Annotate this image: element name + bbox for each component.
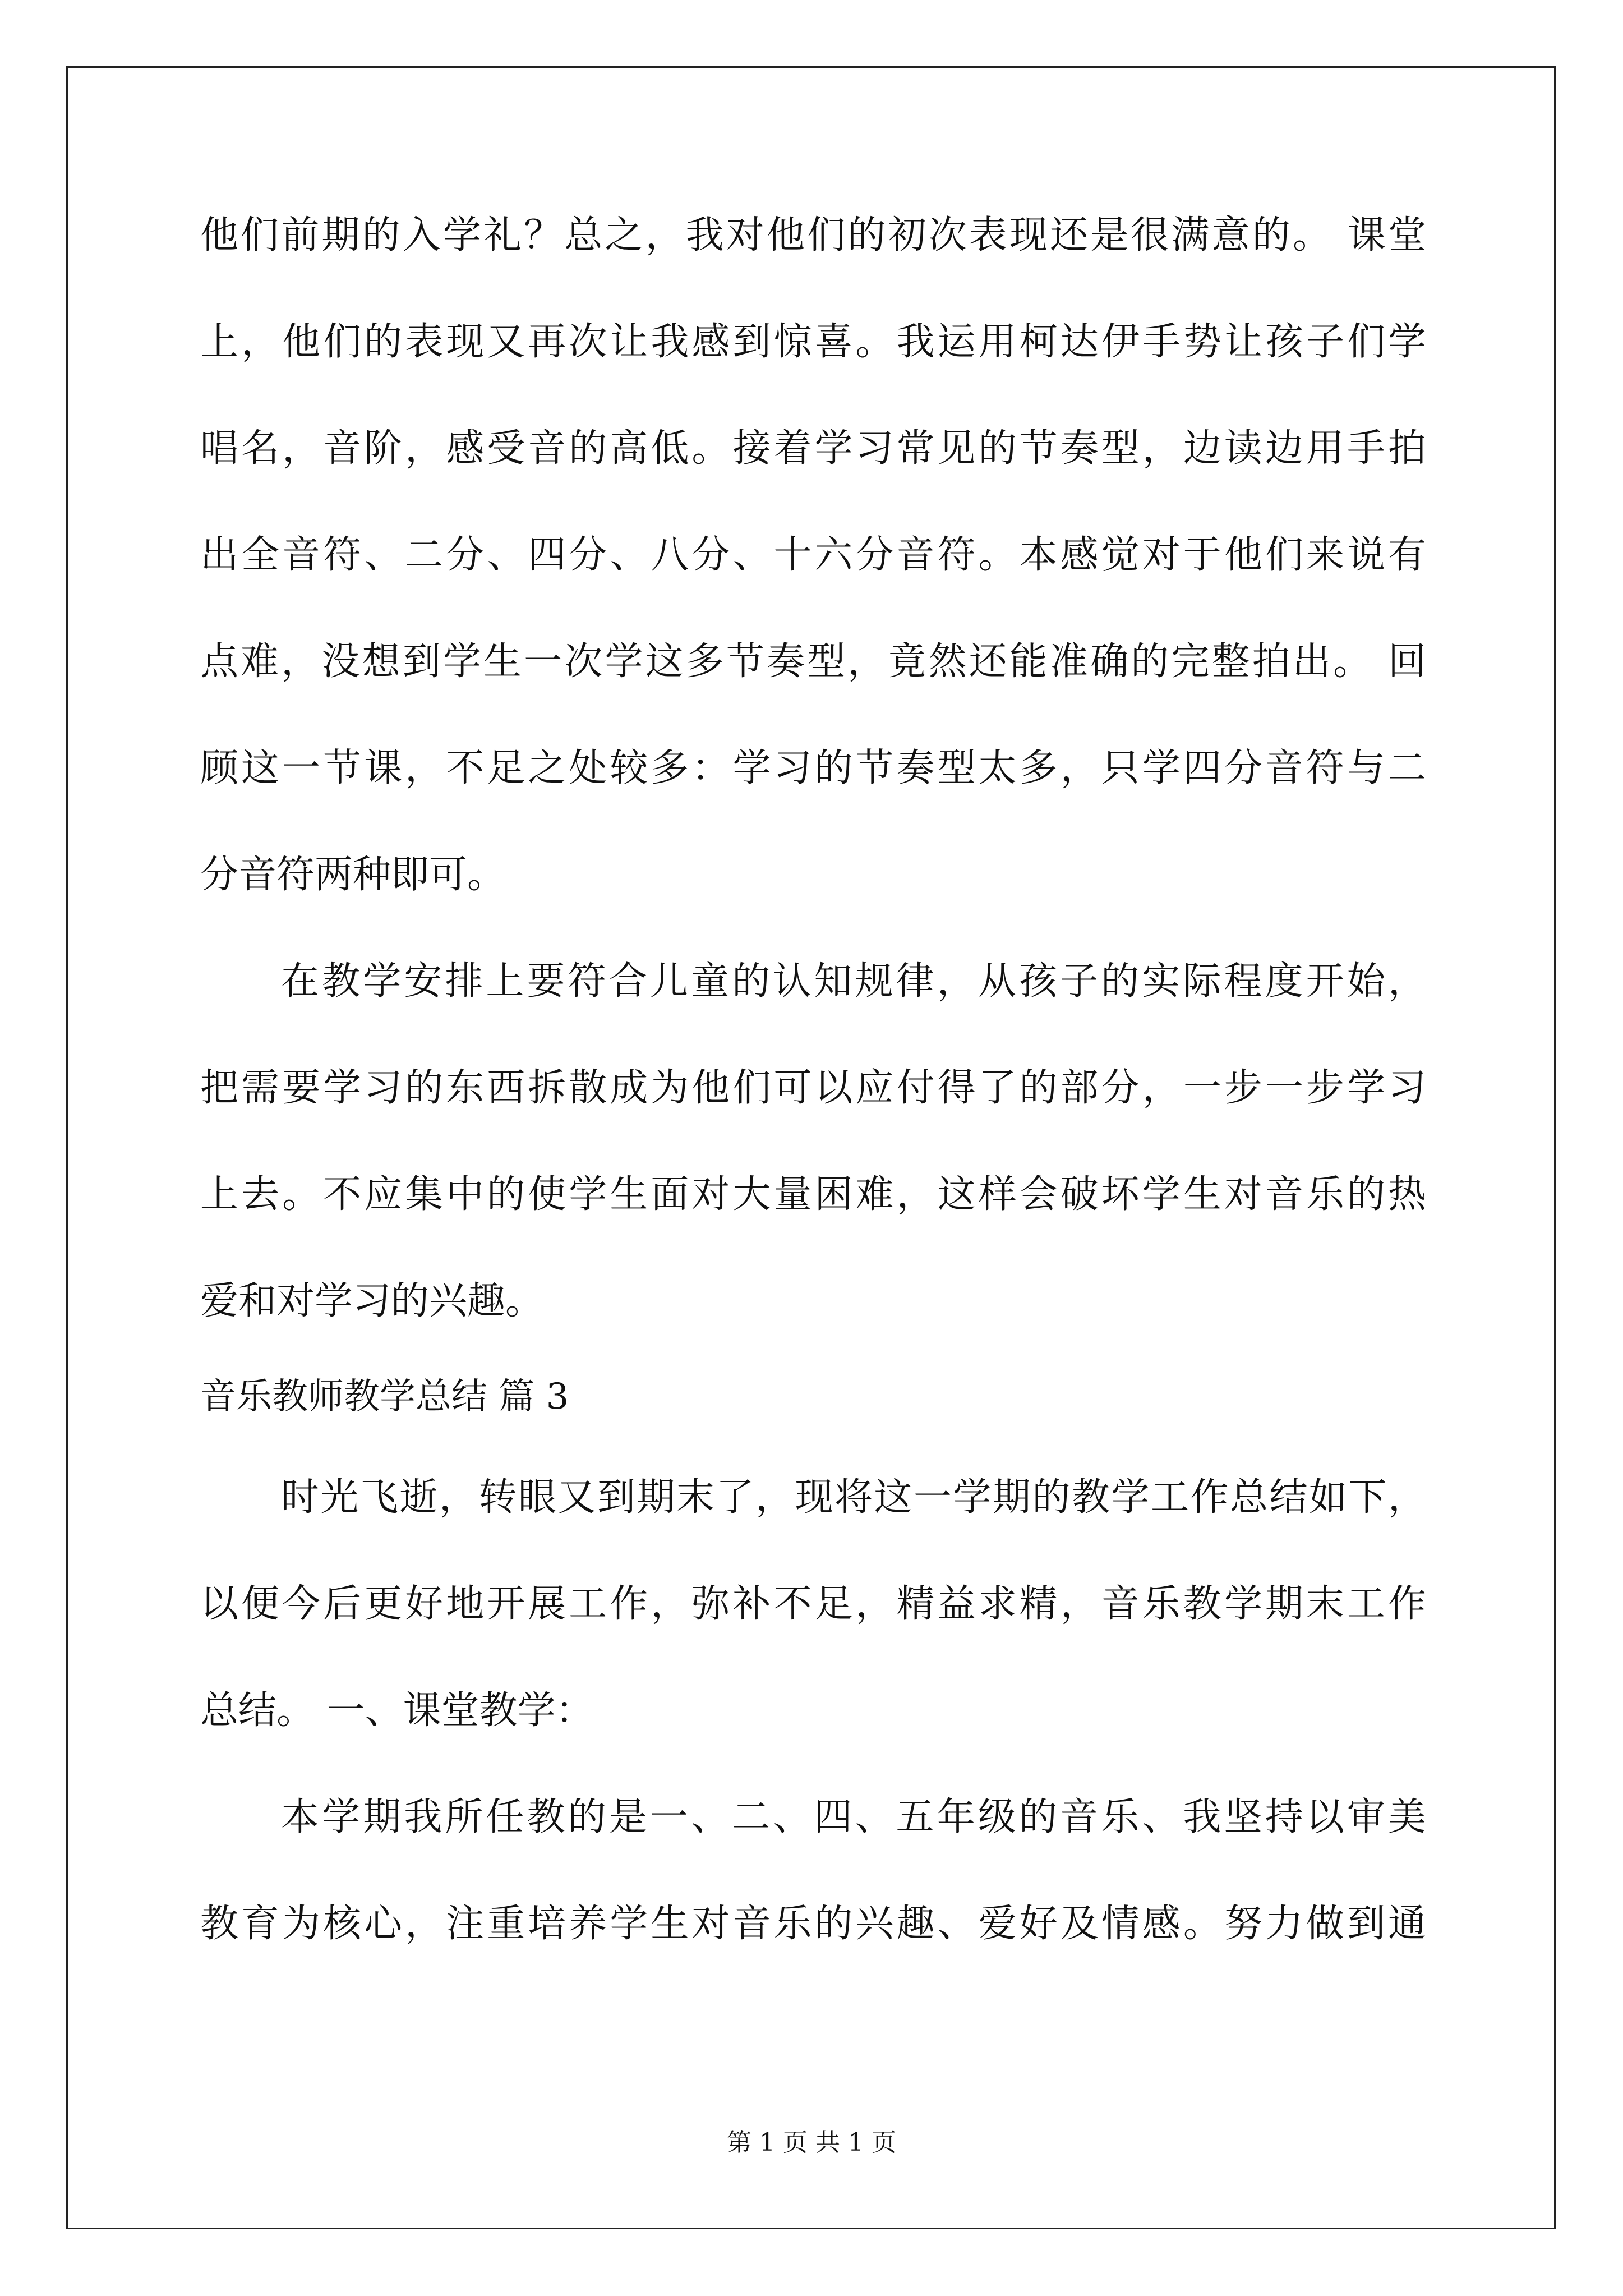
text-line: 以便今后更好地开展工作，弥补不足，精益求精，音乐教学期末工作 xyxy=(200,1582,1426,1626)
text-line: 点难，没想到学生一次学这多节奏型，竟然还能准确的完整拍出。 回 xyxy=(200,639,1426,684)
text-line: 上去。不应集中的使学生面对大量困难，这样会破坏学生对音乐的热 xyxy=(200,1172,1426,1217)
text-line: 上，他们的表现又再次让我感到惊喜。我运用柯达伊手势让孩子们学 xyxy=(200,320,1426,364)
text-line: 爱和对学习的兴趣。 xyxy=(200,1279,544,1323)
text-line: 顾这一节课，不足之处较多：学习的节奏型太多，只学四分音符与二 xyxy=(200,746,1426,790)
page-number-footer: 第 1 页 共 1 页 xyxy=(727,2128,896,2157)
text-line: 教育为核心，注重培养学生对音乐的兴趣、爱好及情感。努力做到通 xyxy=(200,1902,1426,1946)
text-line: 总结。 一、课堂教学： xyxy=(200,1688,594,1733)
text-line: 他们前期的入学礼？总之，我对他们的初次表现还是很满意的。 课堂 xyxy=(200,213,1426,257)
text-line: 出全音符、二分、四分、八分、十六分音符。本感觉对于他们来说有 xyxy=(200,533,1426,577)
text-line: 唱名，音阶，感受音的高低。接着学习常见的节奏型，边读边用手拍 xyxy=(200,426,1426,471)
paragraph-first-line: 在教学安排上要符合儿童的认知规律，从孩子的实际程度开始， xyxy=(281,959,1426,1004)
section-heading: 音乐教师教学总结 篇 3 xyxy=(200,1376,569,1418)
text-line: 分音符两种即可。 xyxy=(200,853,506,897)
paragraph-first-line: 时光飞逝，转眼又到期末了，现将这一学期的教学工作总结如下， xyxy=(281,1475,1426,1520)
paragraph-first-line: 本学期我所任教的是一、二、四、五年级的音乐、我坚持以审美 xyxy=(281,1795,1426,1839)
text-line: 把需要学习的东西拆散成为他们可以应付得了的部分，一步一步学习 xyxy=(200,1066,1426,1110)
